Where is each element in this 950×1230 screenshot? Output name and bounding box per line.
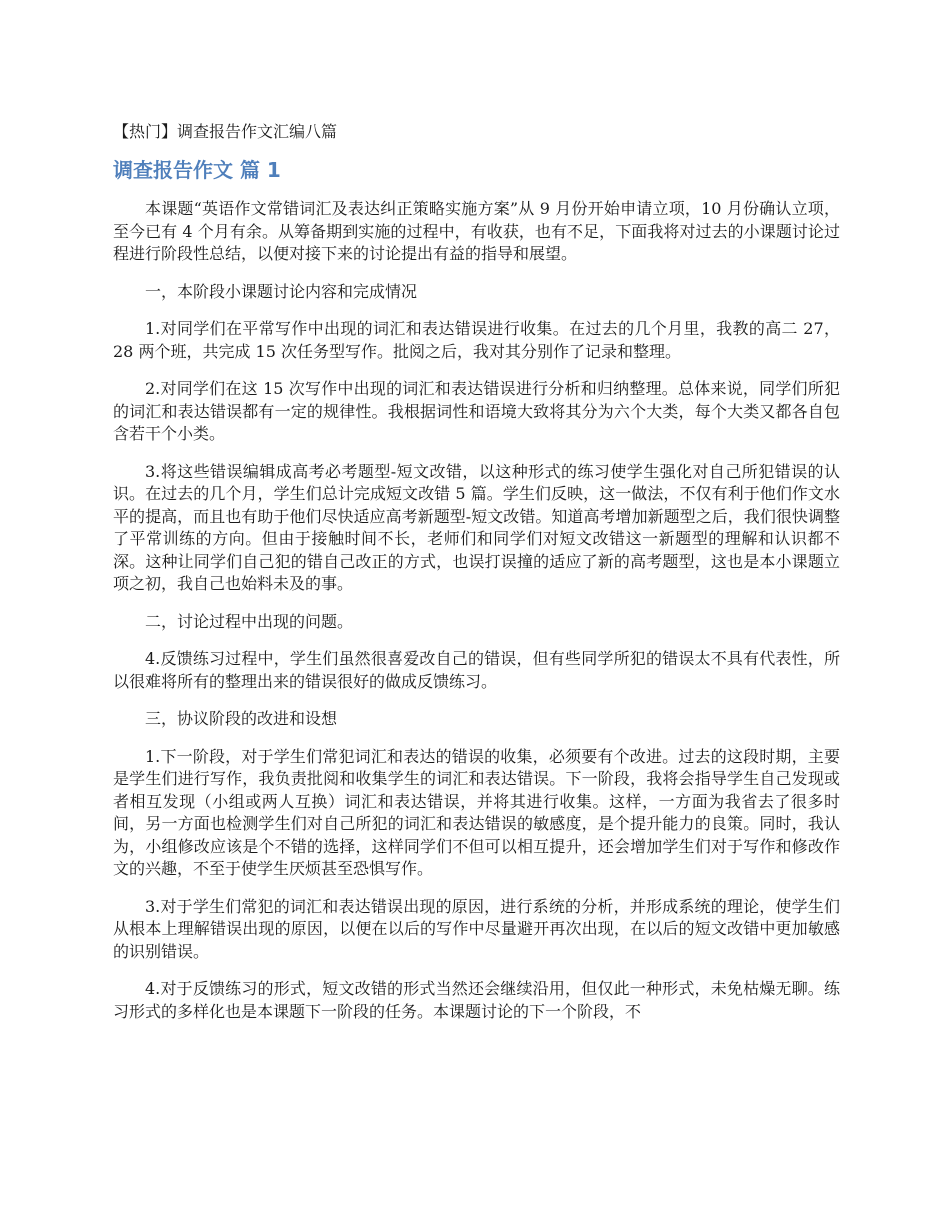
paragraph-item-1: 1.对同学们在平常写作中出现的词汇和表达错误进行收集。在过去的几个月里，我教的高二 27，28 两个班，共完成 15 次任务型写作。批阅之后，我对其分别作了记录和整理。 bbox=[113, 319, 840, 361]
section-heading: 调查报告作文 篇 1 bbox=[113, 158, 281, 182]
paragraph-plan-3: 3.对于学生们常犯的词汇和表达错误出现的原因，进行系统的分析，并形成系统的理论，使学生们从根本上理解错误出现的原因，以便在以后的写作中尽量避开再次出现，在以后的短文改错中更加敏感的识别错误。 bbox=[113, 896, 840, 961]
paragraph-plan-1: 1.下一阶段，对于学生们常犯词汇和表达的错误的收集，必须要有个改进。过去的这段时期，主要是学生们进行写作，我负责批阅和收集学生的词汇和表达错误。下一阶段，我将会指导学生自己发现或者相互发现（小组或两人互换）词汇和表达错误，并将其进行收集。这样，一方面为我省去了很多时间，另一方面也检测学生们对自己所犯的词汇和表达错误的敏感度，是个提升能力的良策。同时，我认为，小组修改应该是个不错的选择，这样同学们不但可以相互提升，还会增加学生们对于写作和修改作文的兴趣，不至于使学生厌烦甚至恐惧写作。 bbox=[113, 746, 840, 878]
document-title: 【热门】调查报告作文汇编八篇 bbox=[113, 122, 338, 141]
paragraph-plan-4: 4.对于反馈练习的形式，短文改错的形式当然还会继续沿用，但仅此一种形式，未免枯燥无聊。练习形式的多样化也是本课题下一阶段的任务。本课题讨论的下一个阶段，不 bbox=[113, 979, 840, 1021]
paragraph-item-2: 2.对同学们在这 15 次写作中出现的词汇和表达错误进行分析和归纳整理。总体来说，同学们所犯的词汇和表达错误都有一定的规律性。我根据词性和语境大致将其分为六个大类，每个大类又都各自包含若干个小类。 bbox=[113, 379, 840, 443]
document-page bbox=[113, 120, 840, 1038]
paragraph-intro: 本课题“英语作文常错词汇及表达纠正策略实施方案”从 9 月份开始申请立项，10 月份确认立项，至今已有 4 个月有余。从筹备期到实施的过程中，有收获，也有不足，下面我将对过去的小课题讨论过程进行阶段性总结，以便对接下来的讨论提出有益的指导和展望。 bbox=[113, 199, 840, 263]
paragraph-part-one-heading: 一，本阶段小课题讨论内容和完成情况 bbox=[145, 281, 418, 301]
paragraph-item-3: 3.将这些错误编辑成高考必考题型-短文改错，以这种形式的练习使学生强化对自己所犯错误的认识。在过去的几个月，学生们总计完成短文改错 5 篇。学生们反映，这一做法，不仅有利于他们作文水平的提高，而且也有助于他们尽快适应高考新题型-短文改错。知道高考增加新题型之后，我们很快调整了平常训练的方向。但由于接触时间不长，老师们和同学们对短文改错这一新题型的理解和认识都不深。这种让同学们自己犯的错自己改正的方式，也误打误撞的适应了新的高考题型，这也是本小课题立项之初，我自己也始料未及的事。 bbox=[113, 461, 840, 593]
document-body bbox=[113, 198, 840, 1023]
paragraph-part-three-heading: 三，协议阶段的改进和设想 bbox=[145, 709, 338, 728]
paragraph-part-two-heading: 二，讨论过程中出现的问题。 bbox=[145, 611, 354, 631]
paragraph-item-4: 4.反馈练习过程中，学生们虽然很喜爱改自己的错误，但有些同学所犯的错误太不具有代表性，所以很难将所有的整理出来的错误很好的做成反馈练习。 bbox=[113, 649, 840, 691]
